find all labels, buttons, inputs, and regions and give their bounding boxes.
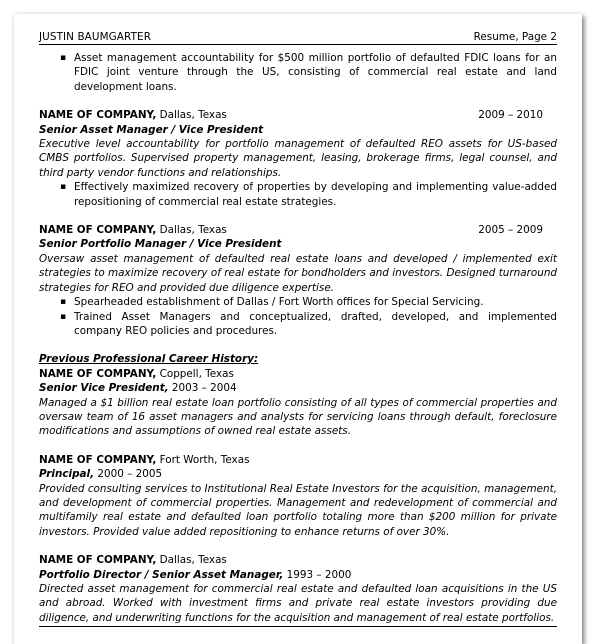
job-title: Senior Asset Manager / Vice President <box>39 123 264 136</box>
company-name: NAME OF COMPANY, <box>39 109 157 122</box>
header-page-number: Resume, Page 2 <box>473 31 557 43</box>
history-heading: Previous Professional Career History: <box>39 353 259 366</box>
job-years: 2000 – 2005 <box>94 468 163 481</box>
job-heading <box>39 108 557 122</box>
job-title: Portfolio Director / Senior Asset Manager, <box>39 568 284 581</box>
job-years: 2005 – 2009 <box>478 224 543 237</box>
job-description: Managed a $1 billion real estate loan portfolio consisting of all types of commercial properties and oversaw team of 16 asset managers and analysts for servicing loans through default, foreclosure modifications and assumptions of owned real estate assets. <box>39 396 557 438</box>
list-item: ▪ Effectively maximized recovery of properties by developing and implementing value-added repositioning of commercial real estate strategies. <box>39 180 557 209</box>
job-entry <box>39 223 557 338</box>
company-location: Dallas, Texas <box>156 554 227 567</box>
company-name: NAME OF COMPANY, <box>39 453 157 466</box>
job-years: 2009 – 2010 <box>478 109 543 122</box>
history-entry <box>39 453 557 539</box>
list-item: ▪ Trained Asset Managers and conceptualized, drafted, developed, and implemented company REO policies and procedures. <box>39 310 557 339</box>
history-entry <box>39 553 557 625</box>
job-title-line <box>39 467 557 481</box>
job-heading <box>39 223 557 237</box>
company-location: Dallas, Texas <box>156 224 227 237</box>
company-name: NAME OF COMPANY, <box>39 554 157 567</box>
job-description: Executive level accountability for portfolio management of defaulted REO assets for US-based CMBS portfolios. Supervised property management, leasing, brokerage firms, legal counsel, and third party vendor functions and relationships. <box>39 138 557 179</box>
intro-bullet-list <box>39 51 557 94</box>
job-years: 1993 – 2000 <box>283 568 352 581</box>
resume-content <box>39 31 557 625</box>
job-company-location <box>39 367 557 381</box>
company-location: Coppell, Texas <box>156 367 234 380</box>
header-name: JUSTIN BAUMGARTER <box>39 31 152 43</box>
job-company-location <box>39 553 557 567</box>
job-bullet-list <box>39 180 557 209</box>
job-description: Oversaw asset management of defaulted real estate loans and developed / implemented exit strategies to maximize recovery of real estate for bondholders and investors. Designed turnaround strategies for REO and provided due diligence expertise. <box>39 252 557 294</box>
job-years: 2003 – 2004 <box>168 382 237 395</box>
job-bullet-list <box>39 295 557 338</box>
company-location: Fort Worth, Texas <box>156 453 250 466</box>
job-description: Provided consulting services to Institutional Real Estate Investors for the acquisition, management, and development of commercial properties. Management and redevelopment of commercial and multifamily real estate and defaulted loan portfolio totaling more than $200 million for private investors. Provided value added repositioning to enhance returns of over 30%. <box>39 482 557 538</box>
job-title: Senior Portfolio Manager / Vice President <box>39 238 282 251</box>
history-entry <box>39 367 557 439</box>
bottom-divider <box>39 626 557 627</box>
job-title-line <box>39 568 557 582</box>
job-entry <box>39 108 557 209</box>
job-company-location <box>39 453 557 467</box>
job-company-location <box>39 223 227 237</box>
page-header <box>39 31 557 45</box>
resume-page <box>14 14 582 644</box>
list-item: ▪ Spearheaded establishment of Dallas / Fort Worth offices for Special Servicing. <box>39 295 557 309</box>
job-title: Principal, <box>39 468 95 481</box>
company-name: NAME OF COMPANY, <box>39 367 157 380</box>
company-location: Dallas, Texas <box>156 109 227 122</box>
list-item: ▪ Asset management accountability for $500 million portfolio of defaulted FDIC loans for an FDIC joint venture through the US, consisting of commercial real estate and land development loans. <box>39 51 557 94</box>
job-company-location <box>39 108 227 122</box>
job-title-line <box>39 381 557 395</box>
job-description: Directed asset management for commercial real estate and defaulted loan acquisitions in the US and abroad. Worked with investment firms and private real estate investors providing due diligence, and underwriting functions for the acquisition and management of real estate portfolios. <box>39 583 557 624</box>
company-name: NAME OF COMPANY, <box>39 224 157 237</box>
job-title: Senior Vice President, <box>39 382 169 395</box>
